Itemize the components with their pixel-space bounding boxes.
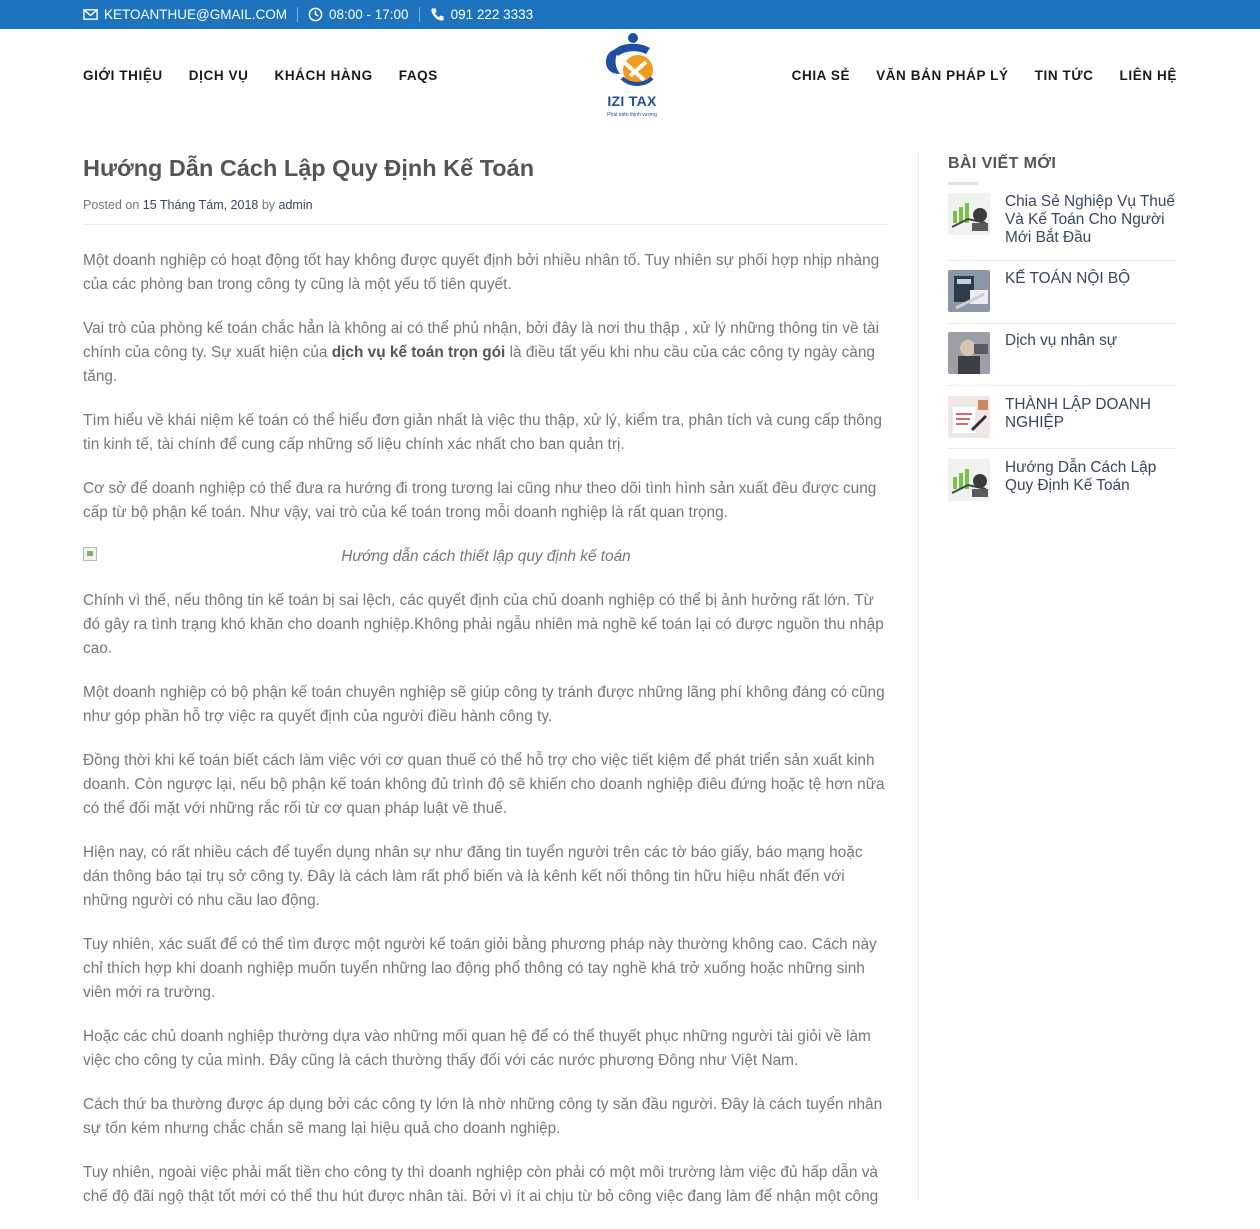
paragraph: Cách thứ ba thường được áp dụng bởi các công ty lớn là nhờ những công ty săn đầu người. Đây là cách tuyển nhân sự tốn kém nhưng chắc chắn sẽ mang lại hiệu quả cho doanh nghiệp. — [83, 1096, 883, 1137]
hours-contact — [308, 7, 409, 22]
post-title: Hướng Dẫn Cách Lập Quy Định Kế Toán — [83, 155, 535, 181]
paragraph: Một doanh nghiệp có bộ phận kế toán chuyên nghiệp sẽ giúp công ty tránh được những lãng phí không đáng có cũng như góp phần hỗ trợ việc ra quyết định của người điều hành công ty. — [83, 684, 885, 725]
service-keyword-link[interactable]: dịch vụ kế toán trọn gói — [331, 344, 506, 361]
paragraph: Tìm hiểu về khái niệm kế toán có thể hiểu đơn giản nhất là việc thu thập, xử lý, kiểm tra, phân tích và cung cấp thông tin kinh tế, tài chính để cung cấp những số liệu chính xác nhất cho ban quản trị. — [83, 412, 882, 453]
nav-item-dich-vu[interactable]: DỊCH VỤ — [188, 68, 249, 83]
calculator-thumb-icon — [948, 270, 990, 312]
chart-thumb-icon — [948, 193, 990, 235]
article-figure — [83, 545, 889, 569]
topbar-divider — [297, 7, 298, 22]
meta-divider — [83, 224, 889, 225]
recent-post-link[interactable]: KẾ TOÁN NỘI BỘ — [1005, 270, 1131, 287]
recent-post-item[interactable] — [948, 449, 1177, 509]
nav-item-faqs[interactable]: FAQS — [398, 68, 438, 83]
logo-tagline: Phát triển thịnh vượng — [607, 112, 657, 118]
paragraph: Tuy nhiên, xác suất để có thể tìm được một người kế toán giỏi bằng phương pháp này thường không cao. Cách này chỉ thích hợp khi doanh nghiệp muốn tuyển những lao động phổ thông có tay nghề khá trở xuống hoặc những sinh viên mới ra trường. — [83, 936, 877, 1001]
article — [83, 150, 889, 1229]
people-thumb-icon — [948, 332, 990, 374]
site-logo[interactable] — [600, 32, 664, 122]
paragraph: Hiện nay, có rất nhiều cách để tuyển dụng nhân sự như đăng tin tuyển người trên các tờ báo giấy, báo mạng hoặc dán thông báo tại trụ sở công ty. Đây là cách làm rất phổ biến và là kênh kết nối thông tin hữu hiệu nhất đến với những người có nhu cầu lao động. — [83, 844, 863, 909]
column-divider — [918, 152, 919, 1200]
topbar-divider — [419, 7, 420, 22]
envelope-icon — [83, 7, 98, 22]
paragraph: Một doanh nghiệp có hoạt động tốt hay không được quyết định bởi nhiều nhân tố. Tuy nhiên sự phối hợp nhịp nhàng của các phòng ban trong công ty cũng là một yếu tố tiên quyết. — [83, 252, 880, 293]
recent-post-item[interactable] — [948, 324, 1177, 386]
email-text: KETOANTHUE@GMAIL.COM — [104, 7, 287, 22]
nav-item-tin-tuc[interactable]: TIN TỨC — [1034, 68, 1094, 83]
phone-icon — [430, 7, 445, 22]
recent-post-link[interactable]: Hướng Dẫn Cách Lập Quy Định Kế Toán — [1005, 459, 1157, 494]
recent-post-item[interactable] — [948, 386, 1177, 449]
author-link[interactable]: admin — [278, 198, 313, 212]
meta-prefix: Posted on — [83, 198, 143, 212]
sidebar-title-underline — [948, 182, 978, 185]
hours-text: 08:00 - 17:00 — [328, 7, 409, 22]
recent-post-link[interactable]: Dịch vụ nhân sự — [1005, 332, 1118, 349]
recent-post-item[interactable] — [948, 261, 1177, 324]
nav-item-lien-he[interactable]: LIÊN HỆ — [1119, 68, 1177, 83]
primary-nav-right — [792, 68, 1177, 83]
meta-by: by — [258, 198, 279, 212]
paragraph — [83, 317, 889, 389]
email-contact[interactable] — [83, 7, 287, 22]
sidebar — [948, 152, 1177, 509]
sidebar-title: BÀI VIẾT MỚI — [948, 155, 1057, 172]
paragraph: Chính vì thế, nếu thông tin kế toán bị sai lệch, các quyết định của chủ doanh nghiệp có thể bị ảnh hưởng rất lớn. Từ đó gây ra tình trạng khó khăn cho doanh nghiệp.Không phải ngẫu nhiên mà nghề kế toán lại có được nguồn thu nhập cao. — [83, 592, 884, 657]
paragraph-text: là điều tất yếu khi nhu cầu của các công ty ngày càng tăng. — [83, 344, 875, 385]
recent-post-link[interactable]: Chia Sẻ Nghiệp Vụ Thuế Và Kế Toán Cho Người Mới Bắt Đầu — [1005, 193, 1175, 246]
chart-thumb-icon — [948, 459, 990, 501]
logo-mark-icon — [600, 32, 664, 92]
phone-contact[interactable] — [430, 7, 534, 22]
paragraph: Tuy nhiên, ngoài việc phải mất tiền cho công ty thì doanh nghiệp còn phải có một môi trường làm việc đủ hấp dẫn và chế độ đãi ngộ thật tốt mới có thể thu hút được nhân tài. Bởi vì ít ai chịu từ bỏ công việc đang làm để nhận một công — [83, 1164, 879, 1205]
phone-text: 091 222 3333 — [450, 7, 534, 22]
recent-post-item[interactable] — [948, 189, 1177, 261]
paragraph: Cơ sở để doanh nghiệp có thể đưa ra hướng đi trong tương lai cũng như theo dõi tình hình sản xuất đều được cung cấp từ bộ phận kế toán. Như vậy, vai trò của kế toán trong mỗi doanh nghiệp là rất quan trọng. — [83, 480, 877, 521]
post-meta — [83, 196, 889, 214]
nav-item-gioi-thieu[interactable]: GIỚI THIỆU — [83, 68, 163, 83]
post-date-link[interactable]: 15 Tháng Tám, 2018 — [142, 198, 259, 212]
nav-item-chia-se[interactable]: CHIA SẺ — [791, 68, 851, 83]
nav-item-van-ban-phap-ly[interactable]: VĂN BẢN PHÁP LÝ — [876, 68, 1009, 83]
primary-nav-left — [83, 68, 438, 83]
signing-thumb-icon — [948, 396, 990, 438]
paragraph: Đồng thời khi kế toán biết cách làm việc với cơ quan thuế có thể hỗ trợ cho việc tiết kiệm để phát triển sản xuất kinh doanh. Còn ngược lại, nếu bộ phận kế toán không đủ trình độ sẽ khiến cho doanh nghiệp điêu đứng hoặc tệ hơn nữa có thể đối mặt với những rắc rối từ cơ quan pháp luật về thuế. — [83, 752, 885, 817]
clock-icon — [308, 7, 323, 22]
top-bar — [0, 0, 1260, 29]
figure-caption: Hướng dẫn cách thiết lập quy định kế toán — [341, 548, 631, 565]
paragraph-text: Vai trò của phòng kế toán chắc hẳn là không ai có thể phủ nhận, bởi đây là nơi thu thập , xử lý những thông tin về tài chính của công ty. Sự xuất hiện của — [83, 320, 880, 361]
recent-post-link[interactable]: THÀNH LẬP DOANH NGHIỆP — [1005, 396, 1151, 431]
paragraph: Hoặc các chủ doanh nghiệp thường dựa vào những mối quan hệ để có thể thuyết phục những người tài giỏi về làm việc cho công ty của mình. Đây cũng là cách thường thấy đối với các nước phương Đông như Việt Nam. — [83, 1028, 871, 1069]
logo-text: IZI TAX — [607, 93, 657, 109]
nav-item-khach-hang[interactable]: KHÁCH HÀNG — [274, 68, 373, 83]
